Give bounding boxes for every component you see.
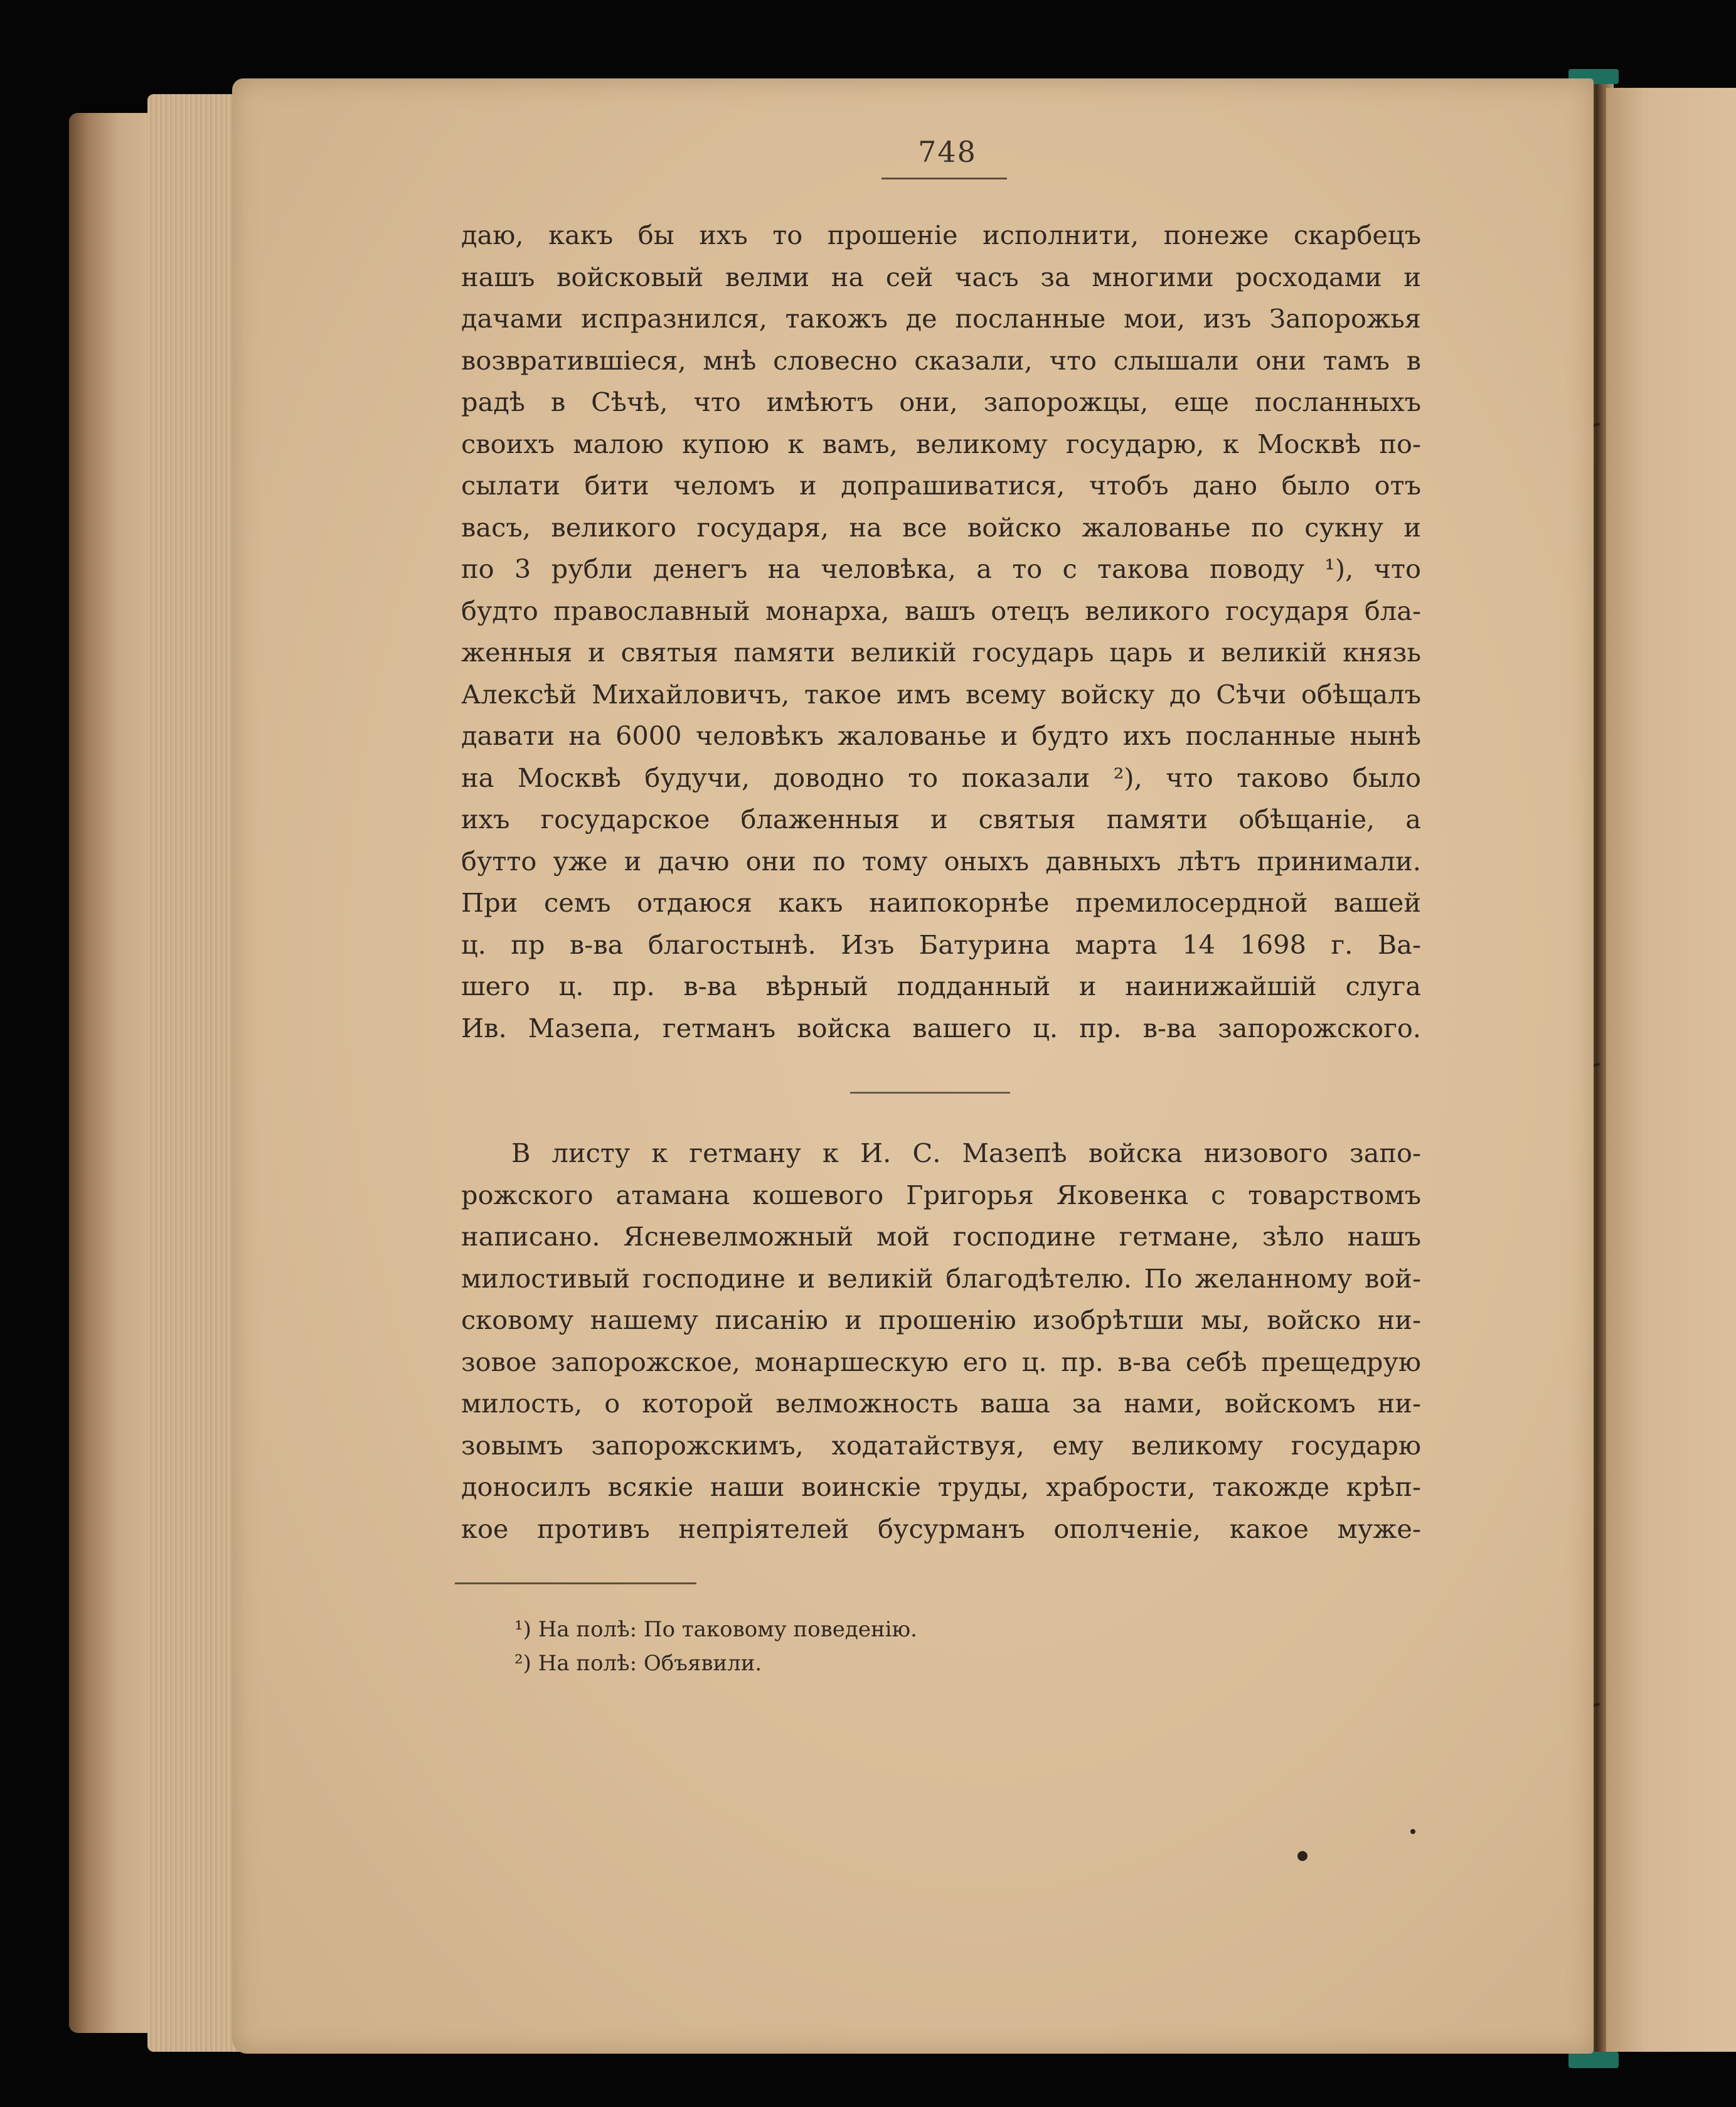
text-line: женныя и святыя памяти великій государь царь и великій князь [461,637,1421,668]
text-line: дачами испразнился, такожъ де посланные мои, изъ Запорожья [461,303,1421,334]
text-line: васъ, великого государя, на все войско жалованье по сукну и [461,511,1421,543]
text-line: даю, какъ бы ихъ то прошеніе исполнити, понеже скарбецъ [461,220,1421,250]
text-line: рожского атамана кошевого Григорья Яковенка с товарствомъ [461,1179,1421,1210]
text-line: милостивый господине и великій благодѣтелю. По желанному вой- [461,1262,1421,1294]
text-line: радѣ в Сѣчѣ, что имѣютъ они, запорожцы, еще посланныхъ [461,387,1421,417]
footnote-1: ¹) На полѣ: По таковому поведенію. [514,1617,917,1642]
page-stack-edge [147,94,242,2052]
text-line: милость, о которой велможность ваша за нами, войскомъ ни- [461,1388,1421,1419]
text-line: сковому нашему писанію и прошенію изобрѣтши мы, войско ни- [461,1304,1421,1335]
section-divider [850,1092,1010,1094]
text-line: Ив. Мазепа, гетманъ войска вашего ц. пр. в-ва запорожского. [461,1012,1421,1043]
text-line: зовымъ запорожскимъ, ходатайствуя, ему великому государю [461,1429,1421,1461]
text-line: Алексѣй Михайловичъ, такое имъ всему войску до Сѣчи обѣщалъ [461,678,1421,710]
text-line: своихъ малою купою к вамъ, великому государю, к Москвѣ по- [461,428,1421,459]
paragraph-letter-yakovenko [461,1133,1421,1550]
text-line: В листу к гетману к И. С. Мазепѣ войска низового запо- [511,1138,1421,1168]
header-rule [881,178,1007,179]
text-line: При семъ отдаюся какъ наипокорнѣе премилосердной вашей [461,887,1421,918]
text-line: написано. Ясневелможный мой господине гетмане, зѣло нашъ [461,1221,1421,1252]
text-line: возвратившіеся, мнѣ словесно сказали, что слышали они тамъ в [461,344,1421,376]
text-line: кое противъ непріятелей бусурманъ ополченіе, какое муже- [461,1513,1421,1544]
ink-speck [1297,1851,1307,1861]
text-line: сылати бити челомъ и допрашиватися, чтобъ дано было отъ [461,470,1421,501]
text-line: ц. пр в-ва благостынѣ. Изъ Батурина марта 14 1698 г. Ва- [461,929,1421,960]
text-line: шего ц. пр. в-ва вѣрный подданный и наинижайшій слуга [461,971,1421,1001]
text-line: доносилъ всякіе наши воинскіе труды, храбрости, такожде крѣп- [461,1471,1421,1502]
text-line: по 3 рубли денегъ на человѣка, а то с такова поводу ¹), что [461,553,1421,584]
footnote-rule [455,1582,696,1584]
page-number: 748 [918,135,977,169]
footnote-2: ²) На полѣ: Объявили. [514,1651,762,1676]
ink-speck [1410,1829,1415,1834]
text-line: нашъ войсковый велми на сей часъ за многими росходами и [461,261,1421,292]
paragraph-letter-mazepa [461,215,1421,1049]
facing-page-edge [1606,88,1736,2052]
text-line: зовое запорожское, монаршескую его ц. пр. в-ва себѣ прещедрую [461,1346,1421,1377]
spine-tab-bottom [1568,2052,1619,2068]
text-line: будто православный монарха, вашъ отецъ великого государя бла- [461,595,1421,626]
text-line: бутто уже и дачю они по тому оныхъ давныхъ лѣтъ принимали. [461,845,1421,877]
footnotes [514,1613,1330,1680]
text-line: ихъ государское блаженныя и святыя памяти обѣщаніе, а [461,804,1421,835]
text-line: на Москвѣ будучи, доводно то показали ²), что таково было [461,762,1421,793]
text-line: давати на 6000 человѣкъ жалованье и будто ихъ посланные нынѣ [461,720,1421,751]
